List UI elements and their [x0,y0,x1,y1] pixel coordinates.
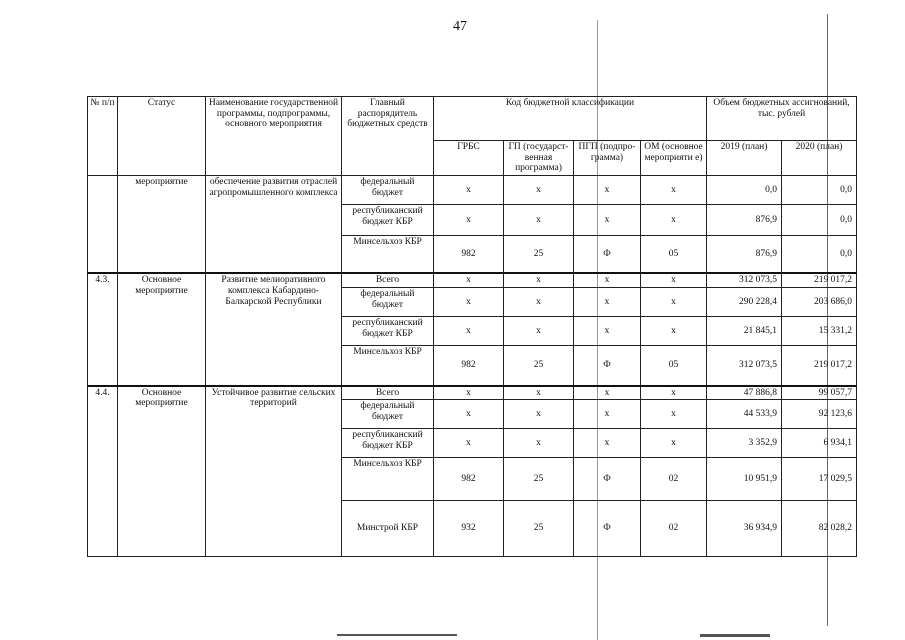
cell-2019: 876,9 [707,204,782,235]
row-name: обеспечение развития отраслей агропромышленного комплекса [206,175,342,273]
header-pgp: ПГП (подпро-грамма) [574,141,641,176]
cell-2019: 0,0 [707,175,782,204]
header-code-group: Код бюджетной классификации [434,97,707,141]
cell-pgp: Ф [574,458,641,501]
header-volume-group: Объем бюджетных ассигнований, тыс. рублей [707,97,857,141]
cell-gp: x [504,429,574,458]
cell-2020: 219 017,2 [782,346,857,386]
cell-2019: 36 934,9 [707,501,782,557]
cell-gp: x [504,273,574,287]
cell-pgp: Ф [574,235,641,273]
cell-pgp: x [574,386,641,400]
cell-2020: 0,0 [782,175,857,204]
header-status: Статус [118,97,206,176]
header-gp: ГП (государст-венная программа) [504,141,574,176]
cell-2019: 3 352,9 [707,429,782,458]
cell-grbs: 982 [434,235,504,273]
cell-grbs: x [434,386,504,400]
row-admin: Минсельхоз КБР [342,346,434,386]
row-name: Устойчивое развитие сельских территорий [206,386,342,557]
cell-2019: 876,9 [707,235,782,273]
cell-pgp: x [574,400,641,429]
cell-om: 05 [641,235,707,273]
cell-gp: x [504,175,574,204]
cell-2019: 312 073,5 [707,273,782,287]
cell-grbs: 982 [434,458,504,501]
cell-gp: x [504,288,574,317]
header-admin: Главный распорядитель бюджетных средств [342,97,434,176]
cell-grbs: 932 [434,501,504,557]
row-admin: Всего [342,273,434,287]
cell-om: x [641,273,707,287]
cell-gp: x [504,400,574,429]
cell-pgp: x [574,204,641,235]
cell-om: x [641,400,707,429]
scan-bottom-mark [700,634,770,637]
cell-pgp: x [574,175,641,204]
cell-om: 02 [641,501,707,557]
cell-gp: 25 [504,501,574,557]
header-om: ОМ (основное мероприяти е) [641,141,707,176]
cell-pgp: Ф [574,346,641,386]
row-admin: Минсельхоз КБР [342,458,434,501]
header-row [88,97,857,141]
cell-grbs: x [434,204,504,235]
cell-2019: 44 533,9 [707,400,782,429]
cell-gp: 25 [504,346,574,386]
cell-om: 05 [641,346,707,386]
cell-2020: 0,0 [782,235,857,273]
header-name: Наименование государственной программы, подпрограммы, основного мероприятия [206,97,342,176]
cell-2019: 21 845,1 [707,317,782,346]
cell-2020: 203 686,0 [782,288,857,317]
row-admin: республиканский бюджет КБР [342,204,434,235]
row-status: Основное мероприятие [118,386,206,557]
cell-grbs: x [434,273,504,287]
cell-pgp: x [574,273,641,287]
cell-2020: 15 331,2 [782,317,857,346]
header-grbs: ГРБС [434,141,504,176]
row-admin: Минстрой КБР [342,501,434,557]
cell-grbs: x [434,429,504,458]
cell-om: x [641,204,707,235]
cell-gp: x [504,317,574,346]
row-admin: Минсельхоз КБР [342,235,434,273]
cell-2019: 312 073,5 [707,346,782,386]
row-name: Развитие мелиоративного комплекса Кабардино-Балкарской Республики [206,273,342,385]
row-admin: федеральный бюджет [342,288,434,317]
cell-grbs: x [434,175,504,204]
cell-2020: 219 017,2 [782,273,857,287]
budget-allocation-table [87,96,857,557]
row-admin: республиканский бюджет КБР [342,429,434,458]
cell-2020: 6 934,1 [782,429,857,458]
cell-pgp: x [574,317,641,346]
cell-grbs: x [434,400,504,429]
cell-om: x [641,288,707,317]
page-number: 47 [453,19,467,34]
cell-pgp: x [574,288,641,317]
row-admin: республиканский бюджет КБР [342,317,434,346]
cell-2020: 0,0 [782,204,857,235]
cell-grbs: x [434,317,504,346]
row-num: 4.3. [88,273,118,385]
cell-grbs: x [434,288,504,317]
cell-pgp: Ф [574,501,641,557]
cell-om: x [641,386,707,400]
cell-gp: x [504,204,574,235]
cell-gp: 25 [504,235,574,273]
header-num: № п/п [88,97,118,176]
table-row [88,175,857,204]
cell-pgp: x [574,429,641,458]
header-2019: 2019 (план) [707,141,782,176]
cell-gp: x [504,386,574,400]
row-num [88,175,118,273]
cell-2019: 290 228,4 [707,288,782,317]
cell-om: x [641,317,707,346]
table-row [88,273,857,287]
cell-gp: 25 [504,458,574,501]
table-row [88,386,857,400]
row-status: мероприятие [118,175,206,273]
header-2020: 2020 (план) [782,141,857,176]
cell-2019: 10 951,9 [707,458,782,501]
cell-om: 02 [641,458,707,501]
row-admin: федеральный бюджет [342,175,434,204]
cell-2020: 92 123,6 [782,400,857,429]
scan-bottom-mark [337,634,457,636]
row-status: Основное мероприятие [118,273,206,385]
row-num: 4.4. [88,386,118,557]
cell-grbs: 982 [434,346,504,386]
cell-2019: 47 886,8 [707,386,782,400]
cell-om: x [641,429,707,458]
cell-2020: 17 029,5 [782,458,857,501]
cell-2020: 82 028,2 [782,501,857,557]
cell-om: x [641,175,707,204]
row-admin: Всего [342,386,434,400]
cell-2020: 99 057,7 [782,386,857,400]
row-admin: федеральный бюджет [342,400,434,429]
